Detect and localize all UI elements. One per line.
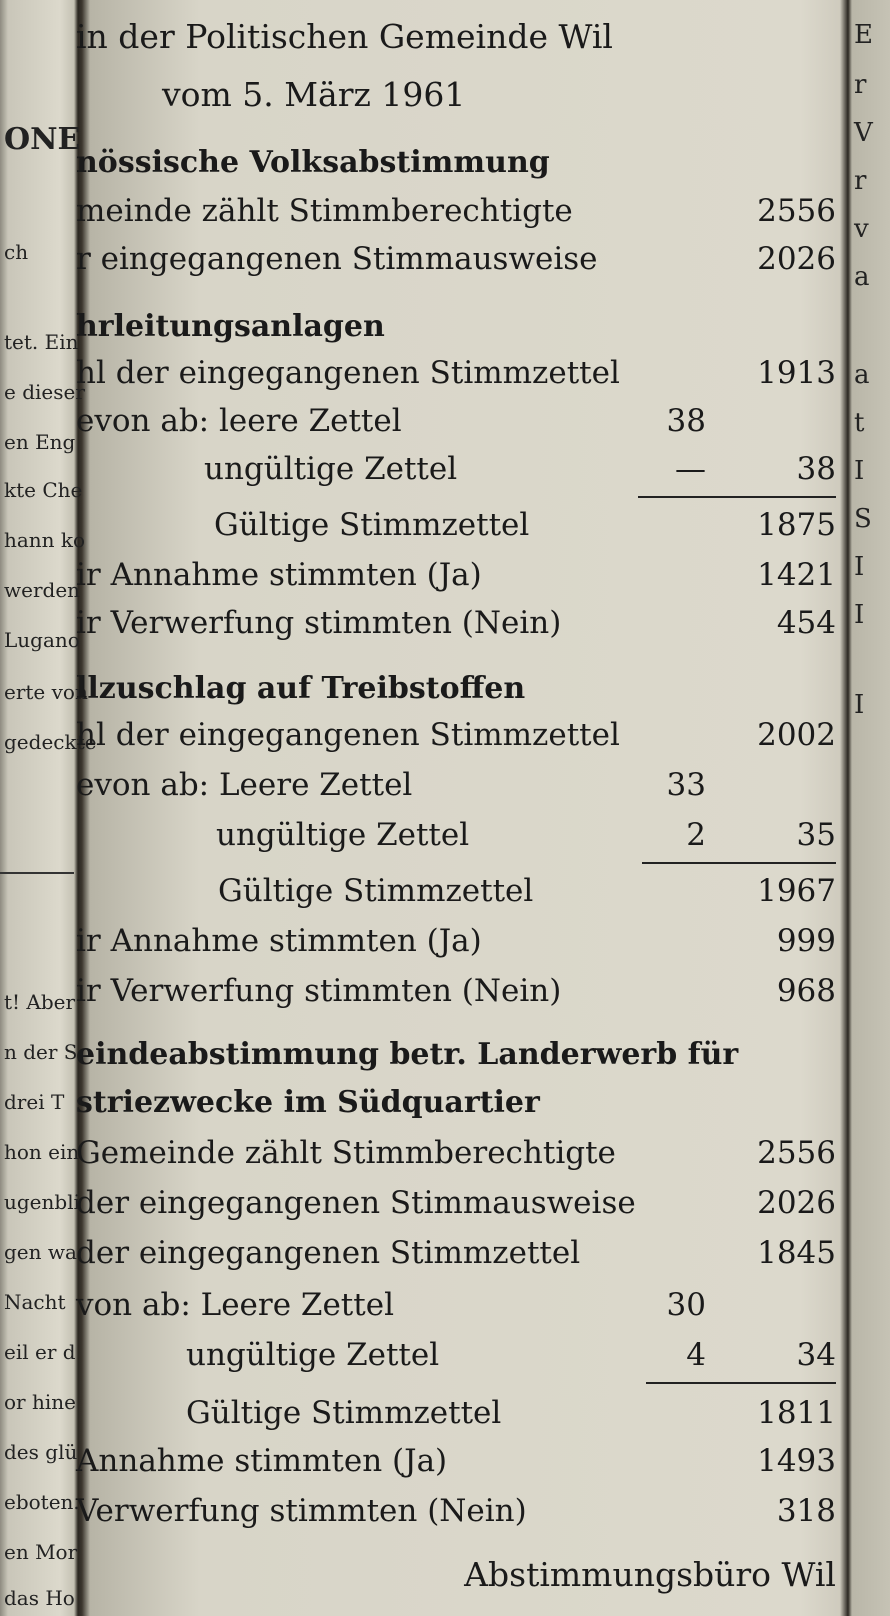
signature: Abstimmungsbüro Wil — [464, 1555, 836, 1594]
fragment-text: werden — [4, 578, 81, 602]
fragment-text: t — [854, 408, 865, 438]
table-row: Gültige Stimmzettel 1811 — [186, 1395, 836, 1431]
sum-rule — [642, 862, 836, 864]
fragment-text: ch — [4, 240, 29, 264]
table-row: Verwerfung stimmten (Nein) 318 — [76, 1493, 836, 1529]
fragment-text: eboten. — [4, 1490, 80, 1514]
fragment-text: hann ko — [4, 528, 86, 552]
fragment-text: Nacht — [4, 1290, 66, 1314]
fragment-text: hon ein — [4, 1140, 80, 1164]
table-row: von ab: Leere Zettel 30 — [76, 1287, 706, 1323]
table-row: hl der eingegangenen Stimmzettel 2002 — [76, 717, 836, 753]
fragment-text: r — [854, 166, 867, 196]
section-heading: llzuschlag auf Treibstoffen — [76, 671, 526, 706]
table-row: hl der eingegangenen Stimmzettel 1913 — [76, 355, 836, 391]
table-row: evon ab: Leere Zettel 33 — [76, 767, 706, 803]
sum-rule — [638, 496, 836, 498]
table-row: der eingegangenen Stimmausweise 2026 — [76, 1185, 836, 1221]
header-line-1: in der Politischen Gemeinde Wil — [76, 17, 613, 56]
table-row: Gültige Stimmzettel 1875 — [214, 507, 836, 543]
fragment-text: v — [854, 214, 869, 244]
column-rule — [0, 872, 74, 874]
fragment-text: I — [854, 456, 865, 486]
fragment-text: I — [854, 690, 865, 720]
fragment-text: en Mor — [4, 1540, 78, 1564]
table-row: Annahme stimmten (Ja) 1493 — [76, 1443, 836, 1479]
fragment-text: S — [854, 504, 872, 534]
fragment-text: kte Che — [4, 478, 83, 502]
fragment-text: or hine — [4, 1390, 76, 1414]
table-row: ungültige Zettel — 38 — [204, 451, 836, 487]
fragment-text: das Ho — [4, 1586, 75, 1610]
fragment-text: gedeckte — [4, 730, 97, 754]
table-row: meinde zählt Stimmberechtigte 2556 — [76, 193, 836, 229]
table-row: ungültige Zettel 4 34 — [186, 1337, 836, 1373]
fragment-text: Lugano — [4, 628, 80, 652]
right-page-fragment — [852, 0, 890, 1616]
table-row: Gültige Stimmzettel 1967 — [218, 873, 836, 909]
fragment-text: a — [854, 262, 870, 292]
fragment-text: des glü — [4, 1440, 78, 1464]
table-row: evon ab: leere Zettel 38 — [76, 403, 706, 439]
table-row: ir Annahme stimmten (Ja) 999 — [76, 923, 836, 959]
fragment-text: a — [854, 360, 870, 390]
table-row: ir Verwerfung stimmten (Nein) 968 — [76, 973, 836, 1009]
left-page-fragment — [0, 0, 97, 1616]
table-row: ir Verwerfung stimmten (Nein) 454 — [76, 605, 836, 641]
table-row: ir Annahme stimmten (Ja) 1421 — [76, 557, 836, 593]
section-heading: eindeabstimmung betr. Landerwerb für — [76, 1037, 739, 1072]
fragment-text: drei T — [4, 1090, 65, 1114]
header-line-2: vom 5. März 1961 — [162, 75, 466, 114]
fragment-text: V — [854, 118, 873, 148]
fragment-text: gen wa — [4, 1240, 77, 1264]
fragment-text: t! Aber — [4, 990, 76, 1014]
section-heading: nössische Volksabstimmung — [76, 145, 550, 180]
section-heading: hrleitungsanlagen — [76, 309, 385, 344]
fragment-text: I — [854, 552, 865, 582]
fragment-text: en Eng — [4, 430, 76, 454]
table-row: ungültige Zettel 2 35 — [216, 817, 836, 853]
vote-results-column — [76, 0, 846, 1616]
fragment-text: erte von — [4, 680, 88, 704]
sum-rule — [646, 1382, 836, 1384]
table-row: Gemeinde zählt Stimmberechtigte 2556 — [76, 1135, 836, 1171]
fragment-text: e dieser — [4, 380, 85, 404]
fragment-text: I — [854, 600, 865, 630]
table-row: der eingegangenen Stimmzettel 1845 — [76, 1235, 836, 1271]
fragment-text: ONE — [4, 122, 81, 157]
fragment-text: ugenbli — [4, 1190, 80, 1214]
table-row: r eingegangenen Stimmausweise 2026 — [76, 241, 836, 277]
section-heading: striezwecke im Südquartier — [76, 1085, 540, 1120]
fragment-text: tet. Ein — [4, 330, 79, 354]
fragment-text: eil er d — [4, 1340, 76, 1364]
fragment-text: E — [854, 20, 873, 50]
fragment-text: r — [854, 70, 867, 100]
fragment-text: n der S — [4, 1040, 78, 1064]
